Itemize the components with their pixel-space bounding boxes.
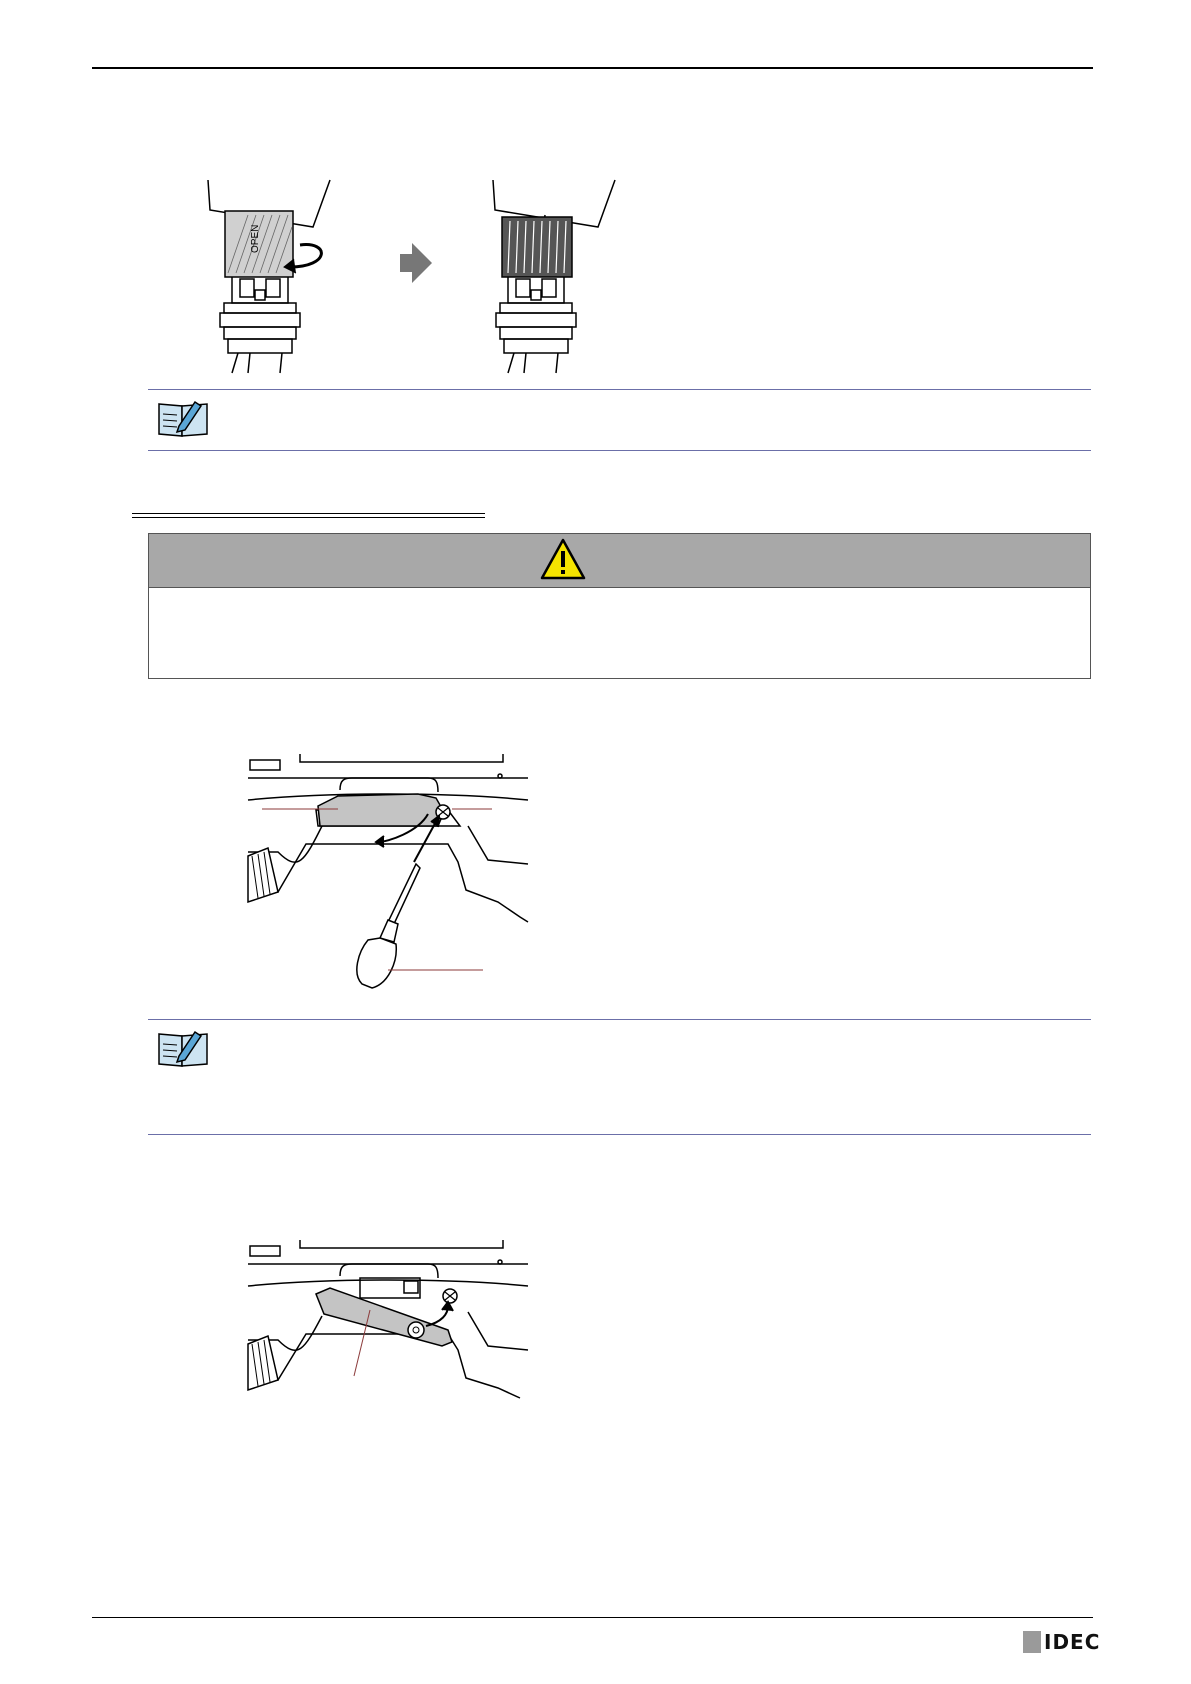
warning-header bbox=[149, 534, 1090, 588]
connector-before bbox=[208, 180, 330, 373]
footer-rule bbox=[92, 1617, 1093, 1618]
connector-after bbox=[493, 180, 615, 373]
warning-triangle-icon bbox=[539, 537, 587, 581]
brand-logo-bar bbox=[1023, 1631, 1041, 1653]
section-heading-underline bbox=[132, 513, 485, 518]
note-2-top-rule bbox=[148, 1019, 1091, 1020]
note-top-rule bbox=[148, 389, 1091, 390]
figure-cover-removal bbox=[248, 752, 528, 1007]
right-arrow-icon bbox=[400, 243, 432, 283]
connector-open-label: OPEN bbox=[250, 224, 261, 253]
figure-connector-tightening bbox=[180, 175, 650, 375]
note-book-pencil-icon bbox=[157, 1028, 211, 1068]
warning-box bbox=[148, 533, 1091, 679]
brand-logo bbox=[1023, 1630, 1100, 1654]
figure-cover-open bbox=[248, 1238, 528, 1398]
header-rule bbox=[92, 67, 1093, 69]
brand-logo-text: IDEC bbox=[1044, 1630, 1101, 1654]
note-2-bottom-rule bbox=[148, 1134, 1091, 1135]
note-bottom-rule bbox=[148, 450, 1091, 451]
note-book-pencil-icon bbox=[157, 398, 211, 438]
